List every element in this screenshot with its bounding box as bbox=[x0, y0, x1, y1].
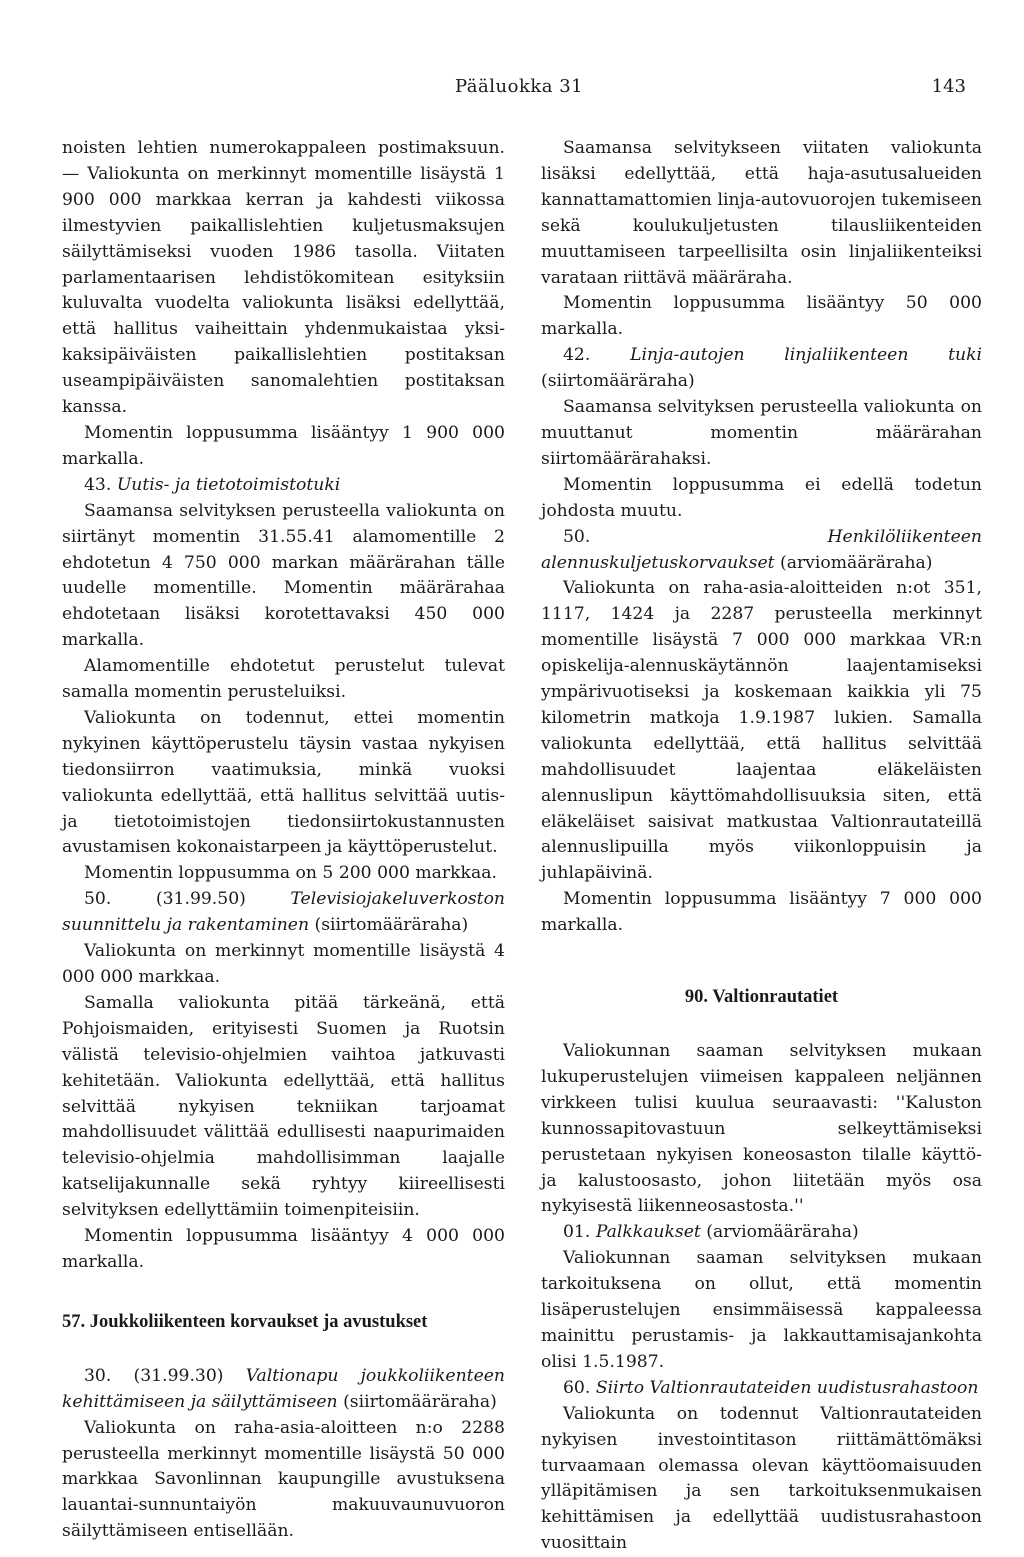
left-column bbox=[62, 136, 505, 1545]
paragraph: Saamansa selvitykseen viitaten valiokunta lisäksi edellyttää, että haja-asutusalueiden kannattamattomien linja-autovuorojen tukemiseen sekä koulukuljetusten tilausliikenteiden muuttamiseen tarpeellisilta osin linjaliikenteiksi varataan riittävä määräraha. bbox=[541, 138, 982, 288]
item-number: 01. bbox=[563, 1222, 596, 1243]
paragraph: Saamansa selvityksen perusteella valiokunta on siirtänyt momentin 31.55.41 alamomentille 2 ehdotetun 4 750 000 markan määrärahan tälle uudelle momentille. Momentin määrärahaa ehdotetaan lisäksi korotettavaksi 450 000 markalla. bbox=[62, 500, 505, 651]
section-heading: 57. Joukkoliikenteen korvaukset ja avustukset bbox=[62, 1311, 428, 1332]
paragraph: Valiokunta on todennut Valtionrautateiden nykyisen investointitason riittämättömäksi turvaamaan olemassa olevan käyttöomaisuuden ylläpitämisen ja sen tarkoituksenmukaisen kehittämisen ja edellyttää uudistusrahastoon vuosittain bbox=[541, 1403, 982, 1554]
item-title: Uutis- ja tietotoimistotuki bbox=[116, 474, 341, 495]
item-number: 60. bbox=[563, 1377, 596, 1398]
section-title: Pääluokka 31 bbox=[455, 76, 584, 97]
paragraph: Valiokunta on merkinnyt momentille lisäystä 4 000 000 markkaa. bbox=[62, 941, 505, 987]
item-heading bbox=[62, 887, 505, 939]
paragraph: noisten lehtien numerokappaleen postimaksuun. — Valiokunta on merkinnyt momentille lisäystä 1 900 000 markkaa kerran ja kahdesti viikossa ilmestyvien paikallislehtien kuljetusmaksujen säilyttämiseksi vuoden 1986 tasolla. Viitaten parlamentaarisen lehdistökomitean esityksiin kuluvalta vuodelta valiokunta lisäksi edellyttää, että hallitus vaiheittain yhdenmukaistaa yksi-kaksipäiväisten paikallislehtien postitaksan useampipäiväisten sanomalehtien postitaksan kanssa. bbox=[62, 138, 505, 418]
paragraph: Momentin loppusumma lisääntyy 4 000 000 markalla. bbox=[62, 1226, 505, 1272]
paragraph: Momentin loppusumma on 5 200 000 markkaa. bbox=[84, 863, 497, 884]
running-header bbox=[0, 76, 1024, 102]
item-title: Henkilöliikenteen alennuskuljetuskorvaukset bbox=[541, 526, 982, 573]
item-number: 50. (31.99.50) bbox=[84, 889, 291, 910]
item-title: Valtionapu joukkoliikenteen kehittämiseen ja säilyttämiseen bbox=[62, 1365, 505, 1412]
item-type: (siirtomääräraha) bbox=[337, 1391, 497, 1412]
item-heading bbox=[62, 473, 505, 499]
paragraph: Valiokunta on raha-asia-aloitteiden n:ot 351, 1117, 1424 ja 2287 perusteella merkinnyt momentille lisäystä 7 000 000 markkaa VR:n opiskelija-alennuskäytännön laajentamiseksi ympärivuotiseksi ja koskemaan kaikkia yli 75 kilometrin matkoja 1.9.1987 lukien. Samalla valiokunta edellyttää, että hallitus selvittää mahdollisuudet laajentaa eläkeläisten alennuslipun käyttömahdollisuuksia siten, että eläkeläiset saisivat matkustaa Valtionrautateillä alennuslipuilla myös viikonloppuisin ja juhlapäivinä. bbox=[541, 578, 982, 884]
paragraph: Valiokunta on todennut, ettei momentin nykyinen käyttöperustelu täysin vastaa nykyisen tiedonsiirron vaatimuksia, minkä vuoksi valiokunta edellyttää, että hallitus selvittää uutis- ja tietotoimistojen tiedonsiirtokustannusten avustamisen kokonaistarpeen ja käyttöperustelut. bbox=[62, 707, 505, 858]
paragraph: Valiokunnan saaman selvityksen mukaan tarkoituksena on ollut, että momentin lisäperustelujen ensimmäisessä kappaleessa mainittu perustamis- ja lakkauttamisajankohta olisi 1.5.1987. bbox=[541, 1248, 982, 1372]
item-number: 30. (31.99.30) bbox=[84, 1365, 246, 1386]
item-number: 50. bbox=[563, 526, 828, 547]
paragraph: Momentin loppusumma lisääntyy 1 900 000 markalla. bbox=[62, 422, 505, 469]
section-heading: 90. Valtionrautatiet bbox=[684, 987, 839, 1008]
paragraph: Saamansa selvityksen perusteella valiokunta on muuttanut momentin määrärahan siirtomäärärahaksi. bbox=[541, 397, 982, 469]
item-heading bbox=[541, 525, 982, 577]
item-title: Televisiojakeluverkoston suunnittelu ja rakentaminen bbox=[62, 889, 505, 936]
paragraph: Momentin loppusumma lisääntyy 7 000 000 markalla. bbox=[541, 889, 982, 936]
right-column bbox=[541, 136, 982, 1557]
item-number: 43. bbox=[84, 474, 117, 495]
item-title: Palkkaukset bbox=[595, 1222, 701, 1243]
paragraph: Momentin loppusumma lisääntyy 50 000 markalla. bbox=[541, 293, 982, 340]
item-title: Linja-autojen linjaliikenteen tuki bbox=[630, 345, 982, 366]
paragraph: Alamomentille ehdotetut perustelut tulevat samalla momentin perusteluiksi. bbox=[62, 656, 505, 703]
item-number: 42. bbox=[563, 345, 631, 366]
item-type: (arviomääräraha) bbox=[774, 552, 933, 573]
item-heading bbox=[541, 343, 982, 395]
item-heading bbox=[62, 1364, 505, 1416]
paragraph: Samalla valiokunta pitää tärkeänä, että Pohjoismaiden, erityisesti Suomen ja Ruotsin välistä televisio-ohjelmien vaihtoa jatkuvasti kehitetään. Valiokunta edellyttää, että hallitus selvittää nykyisen tekniikan tarjoamat mahdollisuudet välittää edullisesti naapurimaiden televisio-ohjelmia mahdollisimman laajalle katselijakunnalle sekä ryhtyy kiireellisesti selvityksen edellyttämiin toimenpiteisiin. bbox=[62, 992, 505, 1221]
page-number: 143 bbox=[931, 76, 966, 97]
item-type: (siirtomääräraha) bbox=[309, 915, 469, 936]
item-type: (siirtomääräraha) bbox=[541, 371, 695, 392]
item-heading bbox=[541, 1376, 982, 1402]
paragraph: Momentin loppusumma ei edellä todetun johdosta muutu. bbox=[541, 474, 982, 521]
paragraph: Valiokunta on raha-asia-aloitteen n:o 2288 perusteella merkinnyt momentille lisäystä 50 000 markkaa Savonlinnan kaupungille avustuksena lauantai-sunnuntaiyön makuuvaunuvuoron säilyttämiseen entisellään. bbox=[62, 1417, 505, 1542]
item-heading bbox=[541, 1220, 982, 1246]
paragraph: Valiokunnan saaman selvityksen mukaan lukuperustelujen viimeisen kappaleen neljännen virkkeen tulisi kuulua seuraavasti: ''Kaluston kunnossapitovastuun selkeyttämiseksi perustetaan nykyisen koneosaston tilalle käyttö- ja kalustoosasto, johon liitetään myös osa nykyisestä liikenneosastosta.'' bbox=[541, 1041, 982, 1217]
item-title: Siirto Valtionrautateiden uudistusrahastoon bbox=[595, 1377, 979, 1398]
item-type: (arviomääräraha) bbox=[700, 1222, 859, 1243]
